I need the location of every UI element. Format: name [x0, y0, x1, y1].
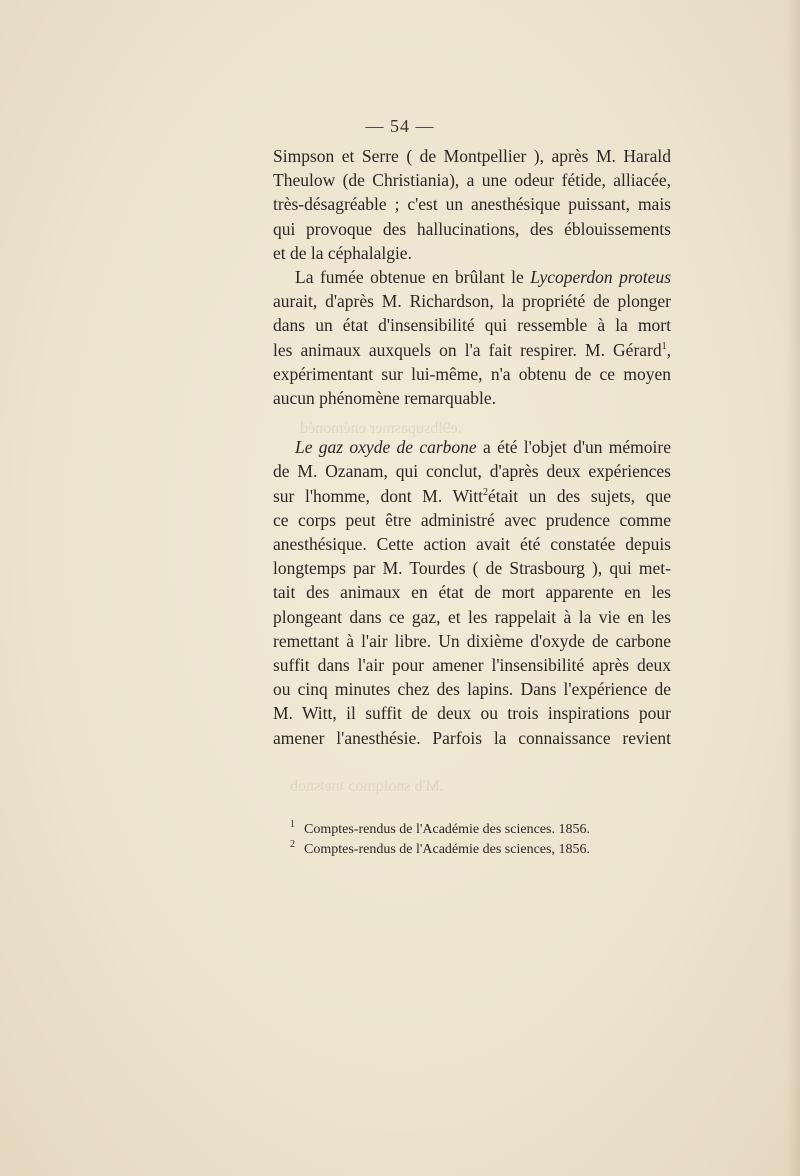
- footnote-ref: 2: [482, 486, 488, 498]
- body-text: [273, 144, 671, 750]
- paragraph-3: [273, 435, 671, 750]
- text-run: les animaux auxquels on l'a fait respirer. M. Gérard: [273, 339, 662, 360]
- text-line: M. Witt, il suffit de deux ou trois inspirations pour: [273, 703, 671, 724]
- text-line: Theulow (de Christiania), a une odeur fétide, alliacée,: [273, 170, 671, 191]
- text-line: expérimentant sur lui-même, n'a obtenu de ce moyen: [273, 363, 671, 384]
- paragraph-gap: [273, 410, 671, 435]
- footnote-ref: 1: [661, 340, 667, 352]
- text-run: ,: [666, 339, 671, 360]
- footnote-text: Comptes-rendus de l'Académie des sciences, 1856.: [304, 842, 590, 857]
- text-line: de M. Ozanam, qui conclut, d'après deux expériences: [273, 461, 671, 482]
- footnote: 1 Comptes-rendus de l'Académie des sciences. 1856.: [290, 819, 590, 837]
- italic-text: Le gaz oxyde de carbone: [295, 437, 477, 458]
- text-line: Simpson et Serre ( de Montpellier ), après M. Harald: [273, 146, 671, 166]
- text-line: [273, 484, 671, 508]
- text-line: longtemps par M. Tourdes ( de Strasbourg ), qui met-: [273, 558, 671, 579]
- text-line: [273, 265, 671, 289]
- text-line: plongeant dans ce gaz, et les rappelait à la vie en les: [273, 606, 671, 627]
- paragraph-1: [273, 144, 671, 265]
- text-run: La fumée obtenue en brûlant le: [295, 267, 531, 288]
- page-number: — 54 —: [365, 116, 435, 136]
- text-line: aurait, d'après M. Richardson, la propriété de plonger: [273, 291, 671, 312]
- text-line: tait des animaux en état de mort apparente en les: [273, 582, 671, 603]
- text-line: très-désagréable ; c'est un anesthésique puissant, mais: [273, 194, 671, 215]
- footnotes: [290, 820, 690, 860]
- text-line: qui provoque des hallucinations, des éblouissements: [273, 218, 671, 239]
- text-run: a été l'objet d'un mémoire: [476, 437, 671, 458]
- text-run: sur l'homme, dont M. Witt: [273, 485, 483, 506]
- footnote-text: Comptes-rendus de l'Académie des sciences. 1856.: [304, 822, 590, 837]
- text-line: ce corps peut être administré avec prudence comme: [273, 509, 671, 530]
- text-line: et de la céphalalgie.: [273, 242, 412, 263]
- text-line: [273, 435, 671, 459]
- text-line: amener l'anesthésie. Parfois la connaissance revient: [273, 727, 671, 748]
- text-line: suffit dans l'air pour amener l'insensibilité après deux: [273, 655, 671, 676]
- show-through-text: .e9lbsupasmer enémonéd: [300, 420, 462, 437]
- text-line: [273, 338, 671, 362]
- italic-text: Lycoperdon proteus: [530, 267, 671, 288]
- text-line: ou cinq minutes chez des lapins. Dans l'expérience de: [273, 679, 671, 700]
- text-line: anesthésique. Cette action avait été constatée depuis: [273, 534, 671, 555]
- footnote: 2 Comptes-rendus de l'Académie des sciences, 1856.: [290, 839, 590, 857]
- show-through-text: .M'b snoiqmoɔ ʇnɐʇsnob: [290, 778, 444, 795]
- text-line: aucun phénomène remarquable.: [273, 388, 497, 409]
- text-line: dans un état d'insensibilité qui ressemble à la mort: [273, 315, 671, 336]
- paragraph-2: [273, 265, 671, 410]
- text-line: remettant à l'air libre. Un dixième d'oxyde de carbone: [273, 630, 671, 651]
- text-run: était un des sujets, que: [487, 485, 672, 506]
- page-edge-shadow: [786, 0, 800, 1176]
